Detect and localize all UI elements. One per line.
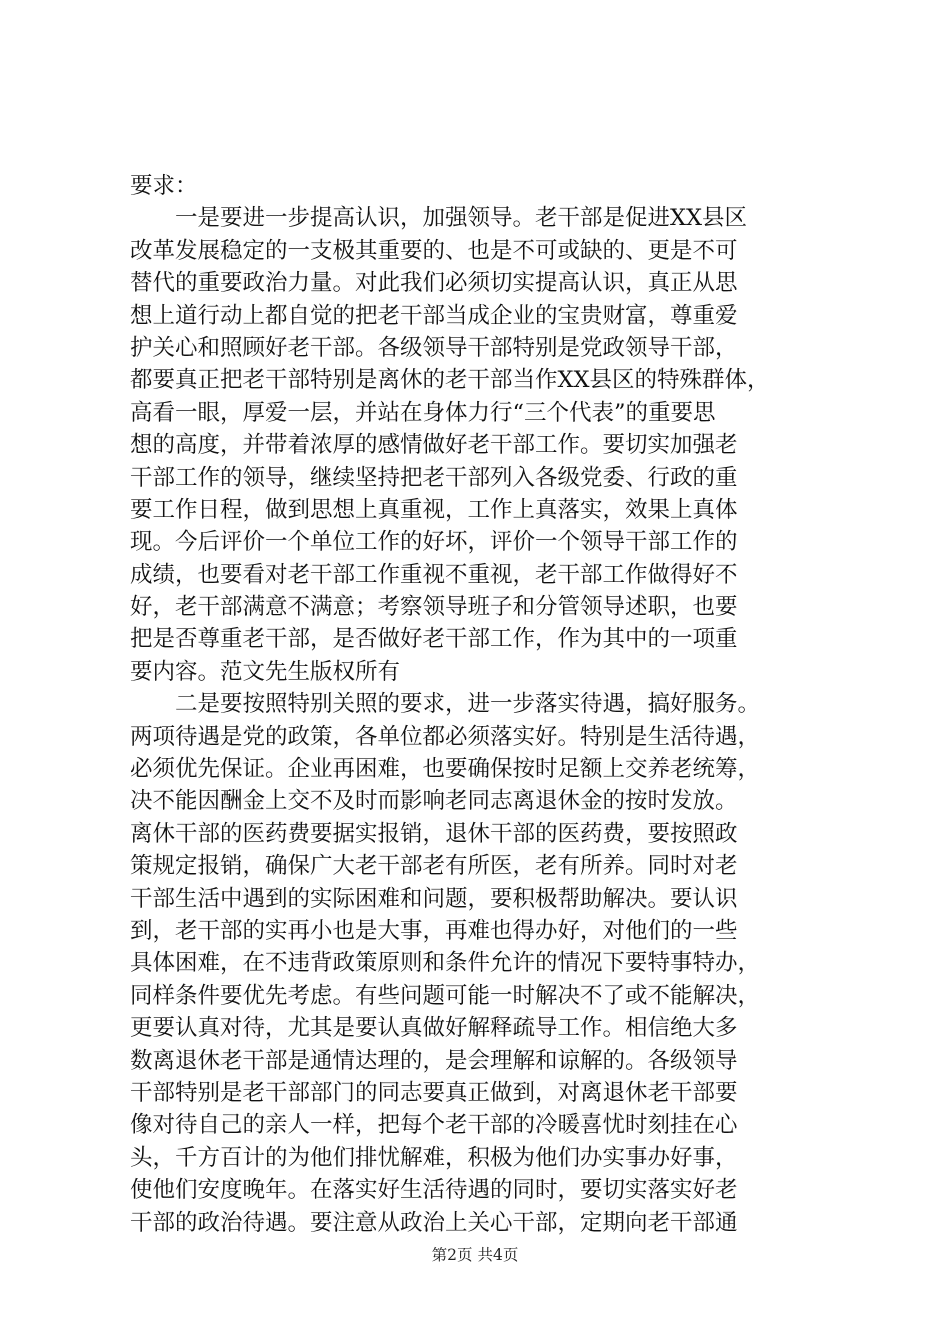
text-line: 更要认真对待，尤其是要认真做好解释疏导工作。相信绝大多 bbox=[130, 1015, 738, 1042]
text-line: 要内容。范文先生版权所有 bbox=[130, 658, 401, 685]
text-line: 要求： bbox=[130, 173, 198, 199]
text-line: 成绩，也要看对老干部工作重视不重视，老干部工作做得好不 bbox=[130, 561, 738, 588]
text-line: 两项待遇是党的政策，各单位都必须落实好。特别是生活待遇， bbox=[130, 723, 761, 750]
text-line: 好，老干部满意不满意；考察领导班子和分管领导述职，也要 bbox=[130, 594, 738, 621]
paragraph-first-line: 一是要进一步提高认识，加强领导。老干部是促进XX县区 bbox=[175, 205, 748, 232]
document-body bbox=[130, 170, 842, 1239]
page-number-footer: 第2页 共4页 bbox=[431, 1246, 519, 1264]
text-line: 头，千方百计的为他们排忧解难，积极为他们办实事办好事， bbox=[130, 1144, 738, 1171]
text-line: 像对待自己的亲人一样，把每个老干部的冷暖喜忧时刻挂在心 bbox=[130, 1112, 738, 1139]
text-line: 想上道行动上都自觉的把老干部当成企业的宝贵财富，尊重爱 bbox=[130, 302, 738, 329]
text-line: 改革发展稳定的一支极其重要的、也是不可或缺的、更是不可 bbox=[130, 237, 738, 264]
text-line: 干部工作的领导，继续坚持把老干部列入各级党委、行政的重 bbox=[130, 464, 738, 491]
text-line: 干部特别是老干部部门的同志要真正做到，对离退休老干部要 bbox=[130, 1079, 738, 1106]
text-line: 策规定报销，确保广大老干部老有所医，老有所养。同时对老 bbox=[130, 853, 738, 880]
text-line: 干部生活中遇到的实际困难和问题，要积极帮助解决。要认识 bbox=[130, 885, 738, 912]
text-line: 离休干部的医药费要据实报销，退休干部的医药费，要按照政 bbox=[130, 820, 738, 847]
text-line: 同样条件要优先考虑。有些问题可能一时解决不了或不能解决， bbox=[130, 982, 761, 1009]
text-line: 必须优先保证。企业再困难，也要确保按时足额上交养老统筹， bbox=[130, 756, 761, 783]
text-line: 数离退休老干部是通情达理的，是会理解和谅解的。各级领导 bbox=[130, 1047, 738, 1074]
text-line: 都要真正把老干部特别是离休的老干部当作XX县区的特殊群体， bbox=[130, 367, 770, 394]
text-line: 要工作日程，做到思想上真重视，工作上真落实，效果上真体 bbox=[130, 496, 738, 523]
text-line: 高看一眼，厚爱一层，并站在身体力行“三个代表”的重要思 bbox=[130, 399, 716, 426]
text-line: 具体困难，在不违背政策原则和条件允许的情况下要特事特办， bbox=[130, 950, 761, 977]
text-line: 替代的重要政治力量。对此我们必须切实提高认识，真正从思 bbox=[130, 270, 738, 297]
text-line: 现。今后评价一个单位工作的好坏，评价一个领导干部工作的 bbox=[130, 529, 738, 556]
text-line: 护关心和照顾好老干部。各级领导干部特别是党政领导干部， bbox=[130, 334, 738, 361]
text-line: 把是否尊重老干部，是否做好老干部工作，作为其中的一项重 bbox=[130, 626, 738, 653]
text-line: 决不能因酬金上交不及时而影响老同志离退休金的按时发放。 bbox=[130, 788, 738, 815]
text-line: 想的高度，并带着浓厚的感情做好老干部工作。要切实加强老 bbox=[130, 432, 738, 459]
text-line: 干部的政治待遇。要注意从政治上关心干部，定期向老干部通 bbox=[130, 1209, 738, 1236]
text-line: 使他们安度晚年。在落实好生活待遇的同时，要切实落实好老 bbox=[130, 1177, 738, 1204]
text-line: 到，老干部的实再小也是大事，再难也得办好，对他们的一些 bbox=[130, 917, 738, 944]
paragraph-first-line: 二是要按照特别关照的要求，进一步落实待遇，搞好服务。 bbox=[175, 691, 761, 718]
